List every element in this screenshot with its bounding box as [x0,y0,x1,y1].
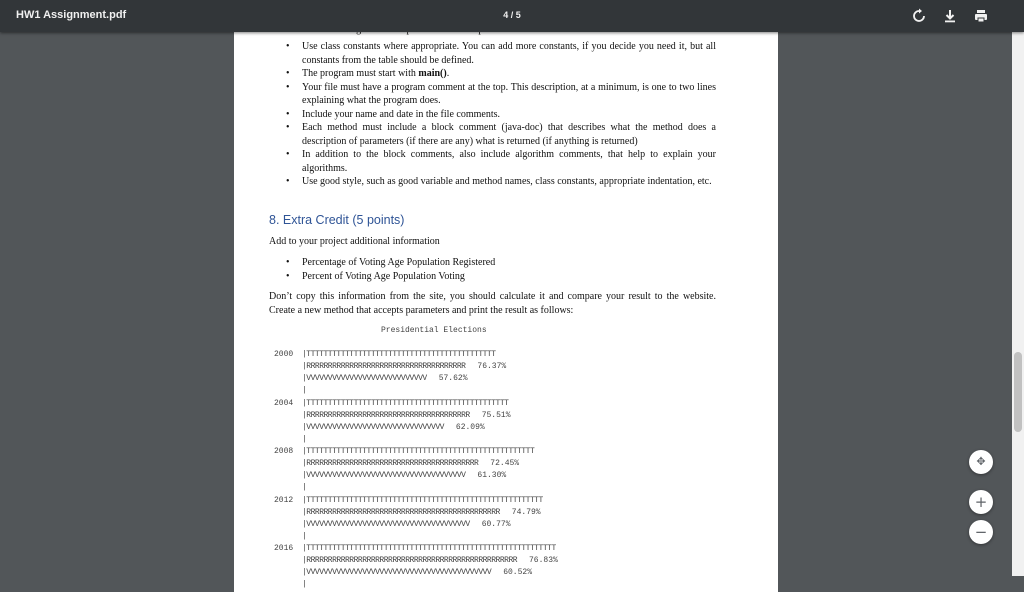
pdf-toolbar [0,0,1024,32]
zoom-out-icon: − [974,523,988,541]
voting-percent: 60.52% [503,568,532,577]
zoom-in-icon: + [974,493,988,511]
row-separator: | [302,434,307,444]
list-item: • In addition to the block comments, also include algorithm comments, that help to explain your algorithms. [234,148,778,175]
list-item: • Each method must include a block comment (java-doc) that describes what the method does a description of parameters (if there are any) what is returned (if anything is returned) [234,121,778,148]
pdf-page [234,32,778,592]
list-item: • Your file must have a program comment at the top. This description, at a minimum, is one to two lines explaining what the program does. [234,81,778,108]
election-year: 2000 [274,350,294,359]
voting-percent: 60.77% [481,519,511,529]
page-indicator[interactable]: 4 / 5 [503,10,521,20]
list-item: • Percent of Voting Age Population Voting [234,270,778,284]
download-icon[interactable] [942,8,958,24]
registered-bar: |RRRRRRRRRRRRRRRRRRRRRRRRRRRRRRRRRRRRRRRR [302,459,479,468]
fit-page-icon: ✥ [976,455,986,468]
list-item: • Percentage of Voting Age Population Registered [234,256,778,270]
registered-bar: |RRRRRRRRRRRRRRRRRRRRRRRRRRRRRRRRRRRRRRRRRRRRR [302,507,500,517]
voting-bar: |VVVVVVVVVVVVVVVVVVVVVVVVVVVV [302,374,427,383]
registered-bar: |RRRRRRRRRRRRRRRRRRRRRRRRRRRRRRRRRRRRRRRRRRRRRRRRR [302,556,518,565]
registered-bar: |RRRRRRRRRRRRRRRRRRRRRRRRRRRRRRRRRRRRR [302,362,466,371]
row-separator: | [302,483,307,492]
election-year: 2004 [274,398,294,408]
list-item: • Use good style, such as good variable and method names, class constants, appropriate indentation, etc. [234,175,778,189]
scrollbar[interactable] [1012,32,1024,576]
voting-bar: |VVVVVVVVVVVVVVVVVVVVVVVVVVVVVVVVVVVVV [302,471,466,480]
voting-percent: 62.09% [455,422,485,432]
chart-title: Presidential Elections [381,326,487,335]
total-bar: |TTTTTTTTTTTTTTTTTTTTTTTTTTTTTTTTTTTTTTTTTTTTTTT [302,398,509,408]
voting-bar: |VVVVVVVVVVVVVVVVVVVVVVVVVVVVVVVVVVVVVVVVVVV [302,568,492,577]
list-item-text: The program must start with main(). [302,68,450,79]
voting-percent: 57.62% [438,374,468,383]
requirements-list [234,40,778,189]
extra-list [234,256,778,283]
code-keyword: main() [418,68,447,79]
section-heading: 8. Extra Credit (5 points) [269,213,405,227]
registered-percent: 76.37% [477,362,507,371]
scrollbar-thumb[interactable] [1014,352,1022,432]
total-bar: |TTTTTTTTTTTTTTTTTTTTTTTTTTTTTTTTTTTTTTTTTTTT [302,350,496,359]
fit-page-button[interactable] [969,450,993,474]
print-icon[interactable] [973,8,989,24]
registered-percent: 74.79% [511,507,541,517]
registered-percent: 75.51% [481,410,511,420]
row-separator: | [302,386,307,395]
instructions-paragraph: Don’t copy this information from the site, you should calculate it and compare your result to the website. Create a new method that accepts parameters and print the result as follows: [269,291,716,316]
zoom-out-button[interactable] [969,520,993,544]
row-separator: | [302,531,307,541]
total-bar: |TTTTTTTTTTTTTTTTTTTTTTTTTTTTTTTTTTTTTTTTTTTTTTTTTTTTTTT [302,495,543,505]
voting-percent: 61.30% [477,471,507,480]
registered-percent: 76.83% [529,556,558,565]
list-item: • Include your name and date in the file comments. [234,108,778,122]
list-item: • Use class constants where appropriate. You can add more constants, if you decide you need it, but all constants from the table should be defined. [234,40,778,67]
row-separator: | [302,580,307,589]
zoom-in-button[interactable] [969,490,993,514]
voting-bar: |VVVVVVVVVVVVVVVVVVVVVVVVVVVVVVVVVVVVVV [302,519,470,529]
registered-bar: |RRRRRRRRRRRRRRRRRRRRRRRRRRRRRRRRRRRRRR [302,410,470,420]
election-year: 2016 [274,544,294,553]
total-bar: |TTTTTTTTTTTTTTTTTTTTTTTTTTTTTTTTTTTTTTTTTTTTTTTTTTTTT [302,447,535,456]
total-bar: |TTTTTTTTTTTTTTTTTTTTTTTTTTTTTTTTTTTTTTTTTTTTTTTTTTTTTTTTTT [302,544,556,553]
election-year: 2008 [274,447,294,456]
document-title: HW1 Assignment.pdf [16,9,127,21]
voting-bar: |VVVVVVVVVVVVVVVVVVVVVVVVVVVVVVVV [302,422,444,432]
registered-percent: 72.45% [490,459,520,468]
list-item [234,67,778,81]
intro-text: Add to your project additional information [269,236,440,247]
rotate-icon[interactable] [911,8,927,24]
election-year: 2012 [274,495,294,505]
